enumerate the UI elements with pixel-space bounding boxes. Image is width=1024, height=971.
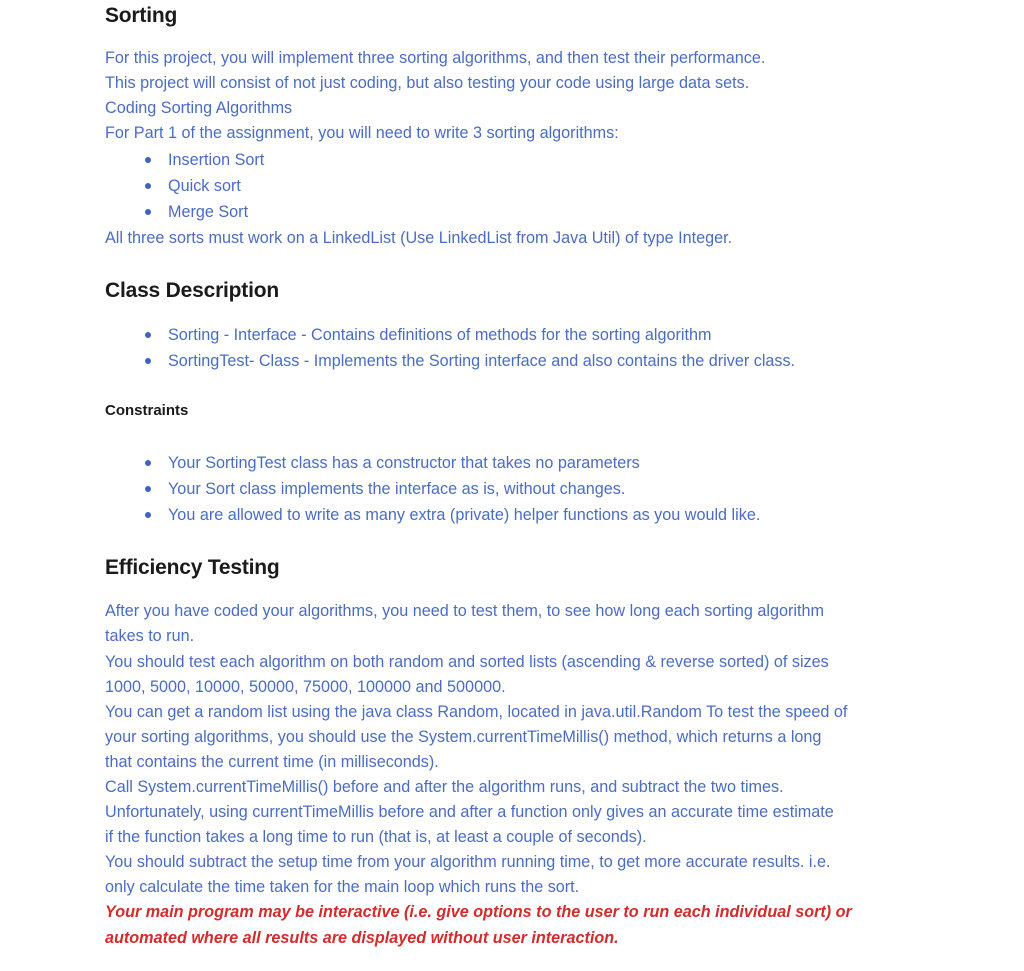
- efficiency-line: You should test each algorithm on both random and sorted lists (ascending & reverse sorted) of sizes: [105, 653, 829, 671]
- bullet-icon: [145, 332, 151, 338]
- interactive-note-line: automated where all results are displayed without user interaction.: [105, 929, 619, 947]
- list-item-text: You are allowed to write as many extra (private) helper functions as you would like.: [168, 506, 761, 524]
- sorting-line-4: For Part 1 of the assignment, you will need to write 3 sorting algorithms:: [105, 124, 619, 142]
- list-item-text: Your SortingTest class has a constructor that takes no parameters: [168, 454, 640, 472]
- bullet-icon: [145, 358, 151, 364]
- efficiency-line: You should subtract the setup time from your algorithm running time, to get more accurate results. i.e.: [105, 853, 831, 871]
- list-item-text: Insertion Sort: [168, 151, 265, 169]
- efficiency-line: if the function takes a long time to run (that is, at least a couple of seconds).: [105, 828, 647, 846]
- constraints-heading: Constraints: [105, 402, 189, 419]
- sorting-closing: All three sorts must work on a LinkedList (Use LinkedList from Java Util) of type Integer.: [105, 229, 733, 247]
- efficiency-line: only calculate the time taken for the main loop which runs the sort.: [105, 878, 580, 896]
- list-item-text: Sorting - Interface - Contains definitions of methods for the sorting algorithm: [168, 326, 712, 344]
- bullet-icon: [145, 512, 151, 518]
- bullet-icon: [145, 183, 151, 189]
- efficiency-line: Unfortunately, using currentTimeMillis before and after a function only gives an accurate time estimate: [105, 803, 834, 821]
- efficiency-line: Call System.currentTimeMillis() before and after the algorithm runs, and subtract the two times.: [105, 778, 784, 796]
- list-item-text: Merge Sort: [168, 203, 249, 221]
- efficiency-line: After you have coded your algorithms, you need to test them, to see how long each sorting algorithm: [105, 602, 824, 620]
- list-item-text: Quick sort: [168, 177, 241, 195]
- efficiency-line: takes to run.: [105, 627, 195, 645]
- class-description-heading: Class Description: [105, 279, 279, 302]
- bullet-icon: [145, 460, 151, 466]
- sorting-line-1: For this project, you will implement three sorting algorithms, and then test their performance.: [105, 49, 766, 67]
- interactive-note-line: Your main program may be interactive (i.e. give options to the user to run each individual sort) or: [105, 903, 852, 921]
- bullet-icon: [145, 157, 151, 163]
- bullet-icon: [145, 209, 151, 215]
- efficiency-heading: Efficiency Testing: [105, 556, 280, 579]
- efficiency-line: 1000, 5000, 10000, 50000, 75000, 100000 and 500000.: [105, 678, 506, 696]
- list-item-text: Your Sort class implements the interface as is, without changes.: [168, 480, 626, 498]
- efficiency-line: your sorting algorithms, you should use the System.currentTimeMillis() method, which returns a long: [105, 728, 822, 746]
- bullet-icon: [145, 486, 151, 492]
- efficiency-line: You can get a random list using the java class Random, located in java.util.Random To test the speed of: [105, 703, 848, 721]
- list-item-text: SortingTest- Class - Implements the Sorting interface and also contains the driver class.: [168, 352, 796, 370]
- sorting-line-2: This project will consist of not just coding, but also testing your code using large data sets.: [105, 74, 750, 92]
- efficiency-line: that contains the current time (in milliseconds).: [105, 753, 439, 771]
- sorting-subheading: Coding Sorting Algorithms: [105, 99, 293, 117]
- sorting-heading: Sorting: [105, 4, 178, 27]
